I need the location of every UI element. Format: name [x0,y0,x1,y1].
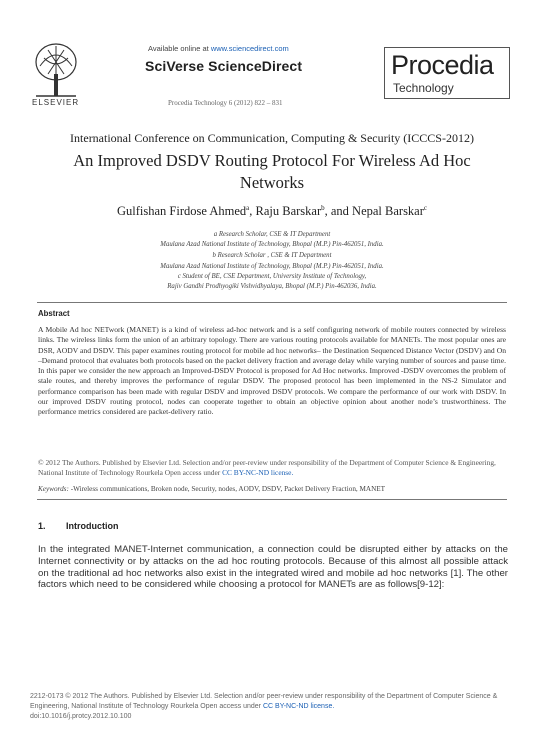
available-prefix: Available online at [148,44,211,53]
divider [37,499,507,500]
license-link[interactable]: CC BY-NC-ND license. [222,468,294,478]
affiliation-line: c Student of BE, CSE Department, University Institute of Technology, [177,273,367,280]
journal-logo-subtitle: Technology [393,81,454,95]
copyright-text: © 2012 The Authors. Published by Elsevier Ltd. Selection and/or peer-review under responsibility of the Department of Computer Science & Engineering, National Institute of Technology Rourkela Open access under [38,458,496,478]
keywords [38,485,508,493]
publisher-logo-text: ELSEVIER [32,98,80,107]
affiliation-line: a Research Scholar, CSE & IT Department [213,231,331,238]
copyright-notice [38,458,508,479]
author-name: Raju Barskar [255,204,322,219]
journal-logo-box [384,47,510,99]
abstract-heading: Abstract [38,309,70,318]
author-name: Gulfishan Firdose Ahmed [116,204,247,219]
conference-name: International Conference on Communication, Computing & Security (ICCCS-2012) [70,131,474,145]
section-title: Introduction [66,521,119,531]
section-heading [38,521,119,531]
page-footer [30,692,520,721]
abstract-text: A Mobile Ad hoc NETwork (MANET) is a kind of wireless ad-hoc network and is a self configuring network of mobile routers connected by wireless links. The wireless links form the union of an arbitrary topology. There are various routing protocols available for MANETs. The most popular ones are DSR, AODV and DSDV. This paper examines routing protocol for mobile ad hoc networks– the Destination Sequenced Distance Vector (DSDV) and On –Demand protocol that evaluates both protocols based on the packet delivery fraction and average delay while varying number of sources and pause time. In this paper we consider the new approach an Improved-DSDV Protocol is proposed for Ad Hoc networks. Improved -DSDV overcomes the problem of stale routes, and thereby improves the performance of regular DSDV. The proposed protocol has been implemented in the NS-2 Simulator and performance comparison has been made with regular DSDV and improved DSDV protocols. We compare the performance of our work with DSDV. In our improved DSDV routing protocol, nodes can cooperate together to obtain an objective opinion about another node’s trustworthiness. The performance metrics considered are packet-delivery ratio. [38,325,506,417]
platform-name: SciVerse ScienceDirect [145,58,303,74]
affiliation-line: Rajiv Gandhi Prodhyogiki Vishvidhyalaya, Bhopal (M.P.) Pin-462036, India. [167,283,377,290]
sciencedirect-link[interactable]: www.sciencedirect.com [210,44,289,53]
section-body: In the integrated MANET-Internet communication, a connection could be disrupted either by attacks on the Internet connectivity or by attacks on the ad hoc routing protocols. Because of this almost all possible attack on the traditional ad hoc networks also exist in the integrated wired and mobile ad hoc networks [1]. The other factors which need to be considered while choosing a protocol for MANETs are as follows[9-12]: [38,544,508,591]
footer-text: 2212-0173 © 2012 The Authors. Published by Elsevier Ltd. Selection and/or peer-review under responsibility of the Department of Computer Science & Engineering, National Institute of Technology Rourkela Open access under [30,693,498,710]
author-separator: , [249,204,256,219]
keywords-label: Keywords: [38,485,69,493]
author-affil-mark: c [423,204,428,212]
journal-logo-name: Procedia [391,50,494,80]
journal-citation: Procedia Technology 6 (2012) 822 – 831 [168,99,283,107]
keywords-text: -Wireless communications, Broken node, Security, nodes, AODV, DSDV, Packet Delivery Fraction, MANET [68,485,386,493]
footer-license-link[interactable]: CC BY-NC-ND license. [262,702,335,710]
divider [37,302,507,303]
author-name: Nepal Barskar [352,204,424,219]
affiliation-line: Maulana Azad National Institute of Technology, Bhopal (M.P.) Pin-462051, India. [160,263,384,270]
author-affil-mark: a [246,204,250,212]
section-number: 1. [38,521,46,531]
affiliation-line: b Research Scholar , CSE & IT Department [212,252,332,259]
author-affil-mark: b [321,204,325,212]
elsevier-tree-logo-icon [30,40,82,100]
available-online-text [148,44,289,53]
paper-title-line1: An Improved DSDV Routing Protocol For Wireless Ad Hoc [73,151,471,170]
footer-doi: doi:10.1016/j.protcy.2012.10.100 [30,712,132,720]
author-separator: , and [324,204,353,219]
affiliation-line: Maulana Azad National Institute of Technology, Bhopal (M.P.) Pin-462051, India. [160,241,384,248]
paper-title [20,150,524,194]
author-list [0,204,544,219]
paper-title-line2: Networks [239,173,305,192]
